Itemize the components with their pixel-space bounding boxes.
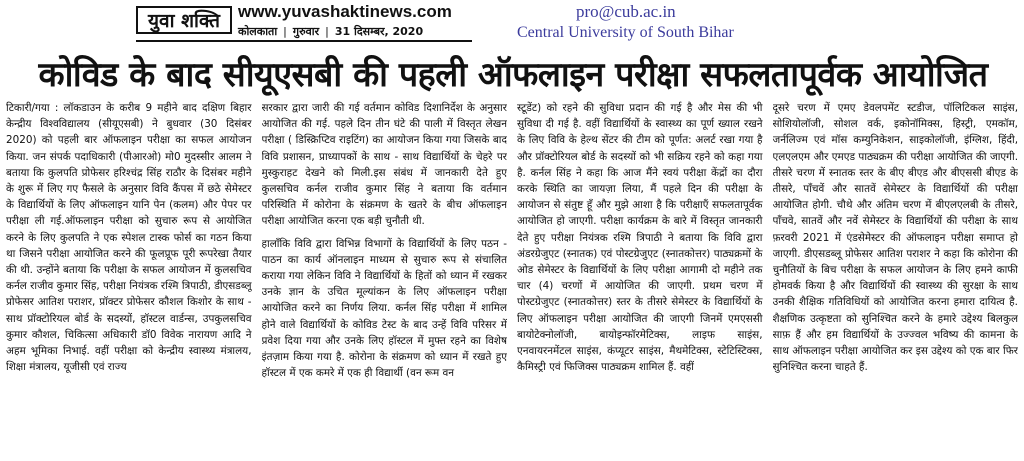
article-column-4 (773, 100, 1019, 458)
article-body (6, 100, 1018, 458)
dateline-day: गुरुवार (292, 25, 320, 38)
paragraph: टिकारी/गया : लॉकडाउन के करीब 9 महीने बाद दक्षिण बिहार केन्द्रीय विश्वविद्यालय (सीयूएसबी) ने बुधवार (30 दिसंबर 2020) को पहली बार ऑफलाइन परीक्षा का सफल आयोजन किया. जन संपर्क पदाधिकारी (पीआरओ) मो0 मुदस्सीर आलम ने बताया कि कुलपति प्रोफेसर हरिश्चंद्र सिंह राठौर के दिसंबर महीने के शुरू में लिए गए फैसले के अनुसार विवि कैंपस में छठे सेमेस्टर के विद्यार्थियों के लिए ऑफलाइन यानि पेन (कलम) और पेपर पर परीक्षा ली गई.ऑफलाइन परीक्षा को सुचारु रूप से आयोजित करने के लिए कुलपति ने एक स्पेशल टास्क फोर्स का गठन किया था जिसने परीक्षा आयोजित करने की फूलप्रूफ पूरी रूपरेखा तैयार की थी. उन्होंने बताया कि परीक्षा के सफल आयोजन में कुलसचिव कर्नल राजीव कुमार सिंह, परीक्षा नियंत्रक रश्मि त्रिपाठी, डीएसडब्लू प्रोफेसर आतिश पराशर, प्रॉक्टर प्रोफेसर कौशल किशोर के साथ - साथ प्रॉक्टोरियल बोर्ड के सदस्यों, हॉस्टल वार्डन्स, उपकुलसचिव कुमार कौशल, चिकित्सा अधिकारी डॉ0 विवेक नारायण आदि ने अहम भूमिका निभाई. वहीं परीक्षा को केन्द्रीय स्वास्थ्य मंत्रालय, शिक्षा मंत्रालय, यूजीसी एवं राज्य (6, 102, 252, 374)
article-column-3 (517, 100, 763, 458)
paragraph: दूसरे चरण में एमए डेवलपमेंट स्टडीज, पॉलिटिकल साइंस, सोशियोलॉजी, सोशल वर्क, इकोनॉमिक्स, हिस्ट्री, एमकॉम, जर्नलिज्म एवं मॉस कम्युनिकेशन, साइकोलॉजी, इंग्लिश, हिंदी, एलएलएम और एमएड पाठ्यक्रम की परीक्षा आयोजित की जाएगी. तीसरे चरण में स्नातक स्तर के बीए बीएड और बीएससी बीएड के तीसरे, पाँचवें और सातवें सेमेस्टर के विद्यार्थियों की परीक्षा आयोजित होगी. चौथे और अंतिम चरण में बीएलएलबी के तीसरे, पाँचवे, सातवें और नवें सेमेस्टर के विद्यार्थियों की परीक्षा के साथ फ़रवरी 2021 में एंडसेमेस्टर की ऑफलाइन परीक्षा समाप्त हो जाएगी. डीएसडब्लू प्रोफेसर आतिश पराशर ने कहा कि कोरोना की चुनौतियों के बिच परीक्षा के सफल आयोजन के लिए हमने काफी होमवर्क किया है और विद्यार्थियों की स्वास्थ्य की सुरक्षा के साथ उनकी शैक्षिक गतिविधियों को आयोजित करना हमारा दायित्व है. शैक्षणिक उत्कृष्टता को सुनिश्चित करने के हमारे उद्देश्य बिलकुल साफ़ हैं और हम विद्यार्थियों के उज्ज्वल भविष्य की कामना के साथ ऑफलाइन परीक्षा आयोजित कर इस उद्देश्य को एक बार फिर सुनिश्चित करना चाहते हैं. (772, 102, 1018, 374)
newspaper-logo: युवा शक्ति (136, 6, 232, 34)
paragraph: हालाँकि विवि द्वारा विभिन्न विभागों के विद्यार्थियों के लिए पठन - पाठन का कार्य ऑनलाइन माध्यम से सुचारु रूप से संचालित कराया गया लेकिन विवि ने विद्यार्थियों के हितों को ध्यान में रखकर उनके ज्ञान के उचित मूल्यांकन के लिए ऑफलाइन परीक्षा आयोजित करने का निर्णय लिया. कर्नल सिंह परीक्षा में शामिल होने वाले विद्यार्थियों के कोविड टेस्ट के बाद उन्हें विवि परिसर में प्रवेश दिया गया और उनके लिए हॉस्टल में मुफ्त रहने का विशेष इंतज़ाम किया गया है. कोरोना के संक्रमण को ध्यान में रखते हुए हॉस्टल में एक कमरे में एक ही विद्यार्थी (वन रूम वन (261, 237, 507, 380)
university-name: Central University of South Bihar (517, 24, 734, 41)
contact-email: pro@cub.ac.in (576, 2, 676, 21)
dateline-separator: | (283, 25, 287, 38)
article-column-1 (6, 100, 252, 458)
masthead (0, 0, 1024, 48)
dateline-date: 31 दिसम्बर, 2020 (334, 25, 424, 38)
newspaper-url: www.yuvashaktinews.com (238, 2, 452, 21)
masthead-rule (136, 40, 472, 42)
paragraph: सरकार द्वारा जारी की गई वर्तमान कोविड दिशानिर्देश के अनुसार आयोजित की गई. पहले दिन तीन घंटे की पाली में विस्तृत लेखन परीक्षा ( डिस्क्रिप्टिव राइटिंग) का आयोजन किया गया जिसके बाद विवि प्रशासन, प्राध्यापकों के साथ - साथ विद्यार्थियों के चेहरे पर मुस्कुराहट देखने को मिली.इस संबंध में जानकारी देते हुए कुलसचिव कर्नल राजीव कुमार सिंह ने बताया कि वर्तमान परिस्थिति में कोरोना के संक्रमण के खतरे के बीच ऑफलाइन परीक्षा आयोजित करना एक बड़ी चुनौती थी. (261, 102, 507, 228)
dateline-separator: | (325, 25, 329, 38)
article-column-2 (262, 100, 508, 458)
dateline (238, 24, 423, 39)
dateline-city: कोलकाता (238, 25, 278, 38)
article-headline: कोविड के बाद सीयूएसबी की पहली ऑफलाइन परीक्षा सफलतापूर्वक आयोजित (38, 55, 988, 95)
paragraph: स्टूडेंट) को रहने की सुविधा प्रदान की गई है और मेस की भी सुविधा दी गई है. वहीं विद्यार्थियों के स्वास्थ्य का पूर्ण ख्याल रखने के लिए विवि के हेल्थ सेंटर की टीम को पूर्णत: अलर्ट रखा गया है और प्रॉक्टोरियल बोर्ड के सदस्यों को भी सक्रिय रहने को कहा गया है. कर्नल सिंह ने कहा कि आज मैंने स्वयं परीक्षा केंद्रों का दौरा करके स्थिति का जायज़ा लिया, मैं पहले दिन की परीक्षा के आयोजन से संतुष्ट हूँ और मुझे आशा है कि परीक्षाएँ सफलतापूर्वक आयोजित हो जाएगी. परीक्षा कार्यक्रम के बारे में विस्तृत जानकारी देते हुए परीक्षा नियंत्रक रश्मि त्रिपाठी ने बताया कि विवि द्वारा अंडरग्रेजुएट (स्नातक) एवं पोस्टग्रेजुएट (स्नातकोत्तर) पाठ्यक्रमों के ओड सेमेस्टर के विद्यार्थियों के लिए परीक्षा आगामी दो महीने तक चार (4) चरणों में आयोजित की जाएगी. प्रथम चरण में पोस्टग्रेजुएट (स्नातकोत्तर) स्तर के तीसरे सेमेस्टर के विद्यार्थियों के लिए ऑफलाइन परीक्षा आयोजित की जाएगी जिनमें एमएससी बायोटेक्नोलॉजी, बायोइन्फॉरमेटिक्स, लाइफ साइंस, एनवायरनमेंटल साइंस, कंप्यूटर साइंस, मैथमेटिक्स, स्टेटिस्टिक्स, कैमिस्ट्री एवं फिजिक्स पाठ्यक्रम शामिल हैं. वहीं (517, 102, 763, 374)
